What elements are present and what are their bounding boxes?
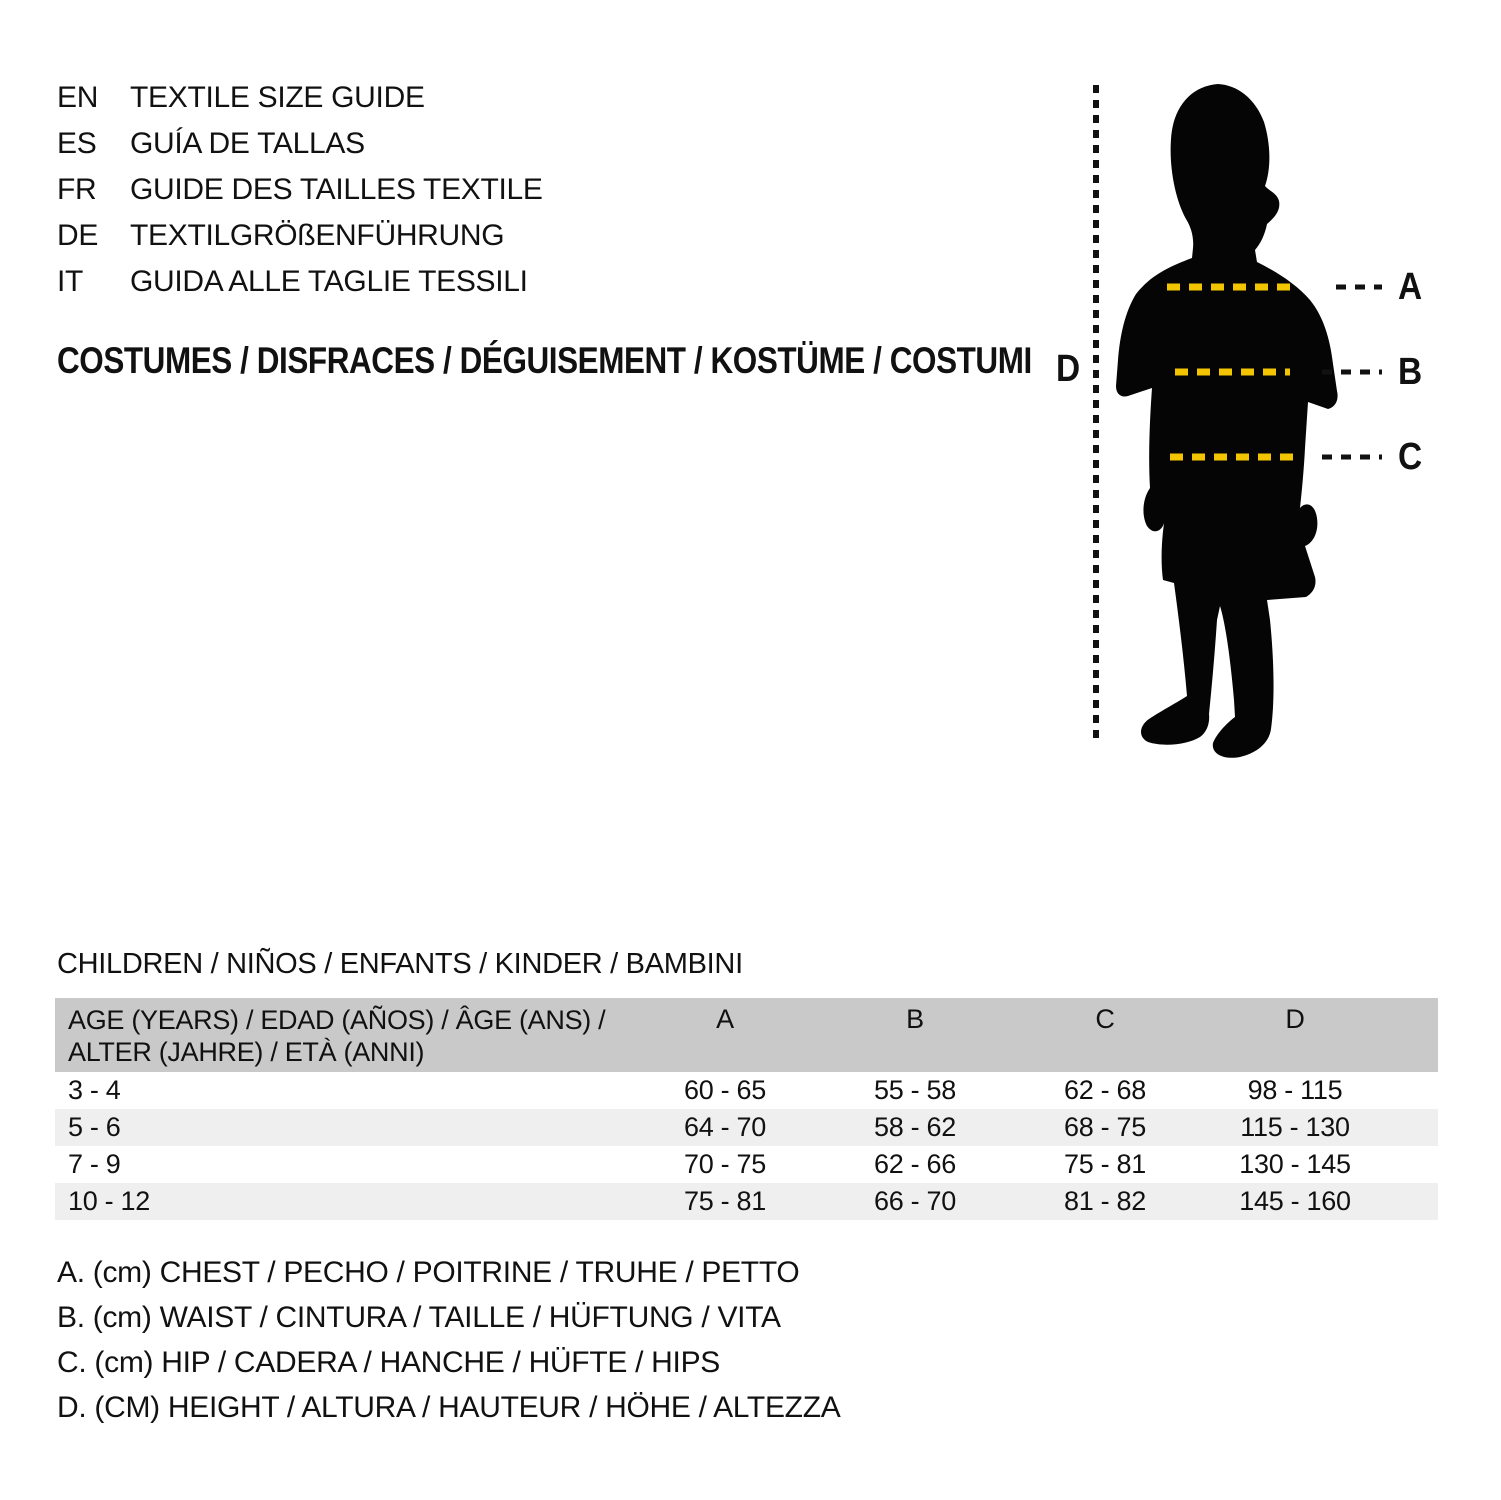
children-section-title: CHILDREN / NIÑOS / ENFANTS / KINDER / BAMBINI <box>57 948 743 980</box>
legend-waist: B. (cm) WAIST / CINTURA / TAILLE / HÜFTUNG / VITA <box>57 1300 781 1334</box>
chest-cell: 70 - 75 <box>684 1149 766 1179</box>
measurement-legend <box>57 1250 840 1430</box>
hip-cell: 68 - 75 <box>1010 1109 1200 1146</box>
language-code: DE <box>57 219 99 252</box>
legend-chest: A. (cm) CHEST / PECHO / POITRINE / TRUHE / PETTO <box>57 1255 800 1289</box>
waist-cell: 58 - 62 <box>820 1109 1010 1146</box>
language-code: ES <box>57 127 97 160</box>
child-silhouette <box>1116 84 1338 758</box>
hip-cell: 75 - 81 <box>1064 1149 1146 1179</box>
measure-label-chest: A <box>1398 266 1423 308</box>
language-code: FR <box>57 173 97 206</box>
measure-label-height: D <box>1056 348 1081 390</box>
height-cell: 98 - 115 <box>1247 1075 1343 1105</box>
language-row-fr <box>57 167 543 213</box>
hip-cell: 62 - 68 <box>1064 1075 1146 1105</box>
language-title: TEXTILGRÖßENFÜHRUNG <box>130 219 505 252</box>
language-row-it <box>57 259 543 305</box>
column-header-d: D <box>1200 998 1438 1072</box>
chest-cell: 60 - 65 <box>684 1075 766 1105</box>
table-row <box>55 1183 1438 1220</box>
age-cell: 7 - 9 <box>68 1149 121 1179</box>
age-cell: 10 - 12 <box>55 1183 630 1220</box>
size-table <box>55 998 1438 1220</box>
table-row <box>55 1146 1438 1183</box>
age-cell: 5 - 6 <box>55 1109 630 1146</box>
waist-cell: 62 - 66 <box>874 1149 956 1179</box>
language-title: GUIDA ALLE TAGLIE TESSILI <box>130 265 528 298</box>
category-title: COSTUMES / DISFRACES / DÉGUISEMENT / KOSTÜME / COSTUMI <box>57 340 1032 381</box>
chest-cell: 64 - 70 <box>630 1109 820 1146</box>
language-list <box>57 75 543 305</box>
height-cell: 145 - 160 <box>1200 1183 1438 1220</box>
height-cell: 115 - 130 <box>1200 1109 1438 1146</box>
language-row-en <box>57 75 543 121</box>
column-header-c: C <box>1010 998 1200 1072</box>
measure-label-waist: B <box>1398 351 1423 393</box>
age-header-line1: AGE (YEARS) / EDAD (AÑOS) / ÂGE (ANS) / <box>68 1005 606 1035</box>
language-title: GUÍA DE TALLAS <box>130 127 365 160</box>
legend-height: D. (CM) HEIGHT / ALTURA / HAUTEUR / HÖHE / ALTEZZA <box>57 1390 841 1424</box>
column-header-a: A <box>630 998 820 1072</box>
language-code: IT <box>57 265 84 298</box>
age-header-line2: ALTER (JAHRE) / ETÀ (ANNI) <box>68 1037 425 1067</box>
height-cell: 130 - 145 <box>1239 1149 1351 1179</box>
age-cell: 3 - 4 <box>68 1075 121 1105</box>
language-title: GUIDE DES TAILLES TEXTILE <box>130 173 543 206</box>
column-header-b: B <box>820 998 1010 1072</box>
waist-cell: 66 - 70 <box>820 1183 1010 1220</box>
language-code: EN <box>57 81 99 114</box>
legend-hip: C. (cm) HIP / CADERA / HANCHE / HÜFTE / HIPS <box>57 1345 720 1379</box>
table-row <box>55 1072 1438 1109</box>
chest-cell: 75 - 81 <box>630 1183 820 1220</box>
table-row <box>55 1109 1438 1146</box>
language-row-es <box>57 121 543 167</box>
size-table-header-row <box>55 998 1438 1072</box>
waist-cell: 55 - 58 <box>874 1075 956 1105</box>
language-title: TEXTILE SIZE GUIDE <box>130 81 425 114</box>
hip-cell: 81 - 82 <box>1010 1183 1200 1220</box>
measure-label-hip: C <box>1398 436 1423 478</box>
age-column-header <box>55 998 630 1072</box>
language-row-de <box>57 213 543 259</box>
child-silhouette-figure <box>1050 60 1400 760</box>
